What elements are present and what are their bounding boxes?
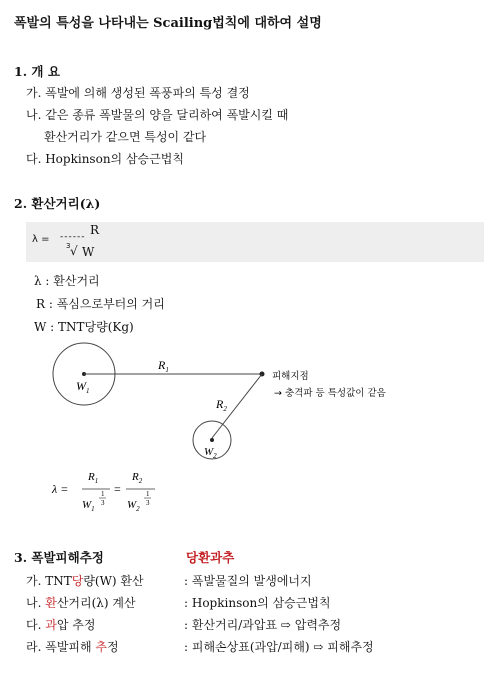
label-r1: $R_1$: [158, 358, 169, 374]
def-lambda: λ : 환산거리: [34, 274, 100, 288]
def-w: W : TNT당량(Kg): [34, 320, 134, 334]
eq-frac1-exp-den: 3: [101, 499, 105, 507]
formula-denominator: W: [82, 245, 95, 259]
eq-lambda: λ =: [52, 482, 69, 496]
section3-mnemonic: 당환과추: [186, 550, 235, 565]
eq-frac1-exp-num: 1: [101, 490, 105, 498]
formula-root-index: 3: [66, 242, 71, 250]
eq-frac2-num: $R_2$: [132, 471, 143, 485]
formula-root-sign: √: [70, 244, 78, 258]
section1-item-da: 다. Hopkinson의 삼승근법칙: [26, 152, 184, 166]
section1-heading: 1. 개 요: [14, 64, 60, 79]
section3-row-left: 다. 과압 추정: [26, 618, 96, 632]
eq-frac2-den: $W_2$: [127, 499, 140, 513]
eq-equals: =: [114, 482, 121, 496]
formula-numerator: R: [90, 223, 100, 237]
section3-row-left: 라. 폭발피해 추정: [26, 640, 119, 654]
formula-lhs: λ =: [32, 234, 50, 245]
section3-row-right: : 피해손상표(과압/피해) ⇨ 피해추정: [184, 640, 374, 654]
label-r2: $R_2$: [216, 397, 227, 413]
section3-row-left: 가. TNT당량(W) 환산: [26, 574, 144, 588]
label-w2: $W_2$: [204, 446, 217, 460]
section1-item-na: 나. 같은 종류 폭발물의 양을 달리하여 폭발시킬 때: [26, 108, 289, 122]
section3-row-right: : Hopkinson의 삼승근법칙: [184, 596, 331, 610]
label-damage-point: 피해지점: [272, 371, 309, 382]
charge-point-w2: [210, 438, 214, 442]
section3-row-right: : 폭발물질의 발생에너지: [184, 574, 312, 588]
eq-frac1-den: $W_1$: [82, 499, 95, 513]
section3-heading: 3. 폭발피해추정: [14, 550, 104, 565]
section2-heading: 2. 환산거리(λ): [14, 196, 101, 211]
label-w1: $W_1$: [76, 379, 90, 395]
def-r: R : 폭심으로부터의 거리: [36, 297, 165, 311]
eq-frac2-exp-num: 1: [146, 490, 150, 498]
section1-item-ga: 가. 폭발에 의해 생성된 폭풍파의 특성 결정: [26, 86, 250, 100]
section3-row-left: 나. 환산거리(λ) 계산: [26, 596, 136, 610]
document-title: 폭발의 특성을 나타내는 Scailing법칙에 대하여 설명: [14, 16, 322, 31]
formula-dashes: ------: [60, 232, 86, 242]
section1-item-na-cont: 환산거리가 같으면 특성이 같다: [44, 130, 207, 144]
label-damage-note: → 충격파 등 특성값이 같음: [274, 388, 386, 399]
section3-row-right: : 환산거리/과압표 ⇨ 압력추정: [184, 618, 342, 632]
eq-frac2-exp-den: 3: [146, 499, 150, 507]
eq-frac1-num: $R_1$: [88, 471, 99, 485]
